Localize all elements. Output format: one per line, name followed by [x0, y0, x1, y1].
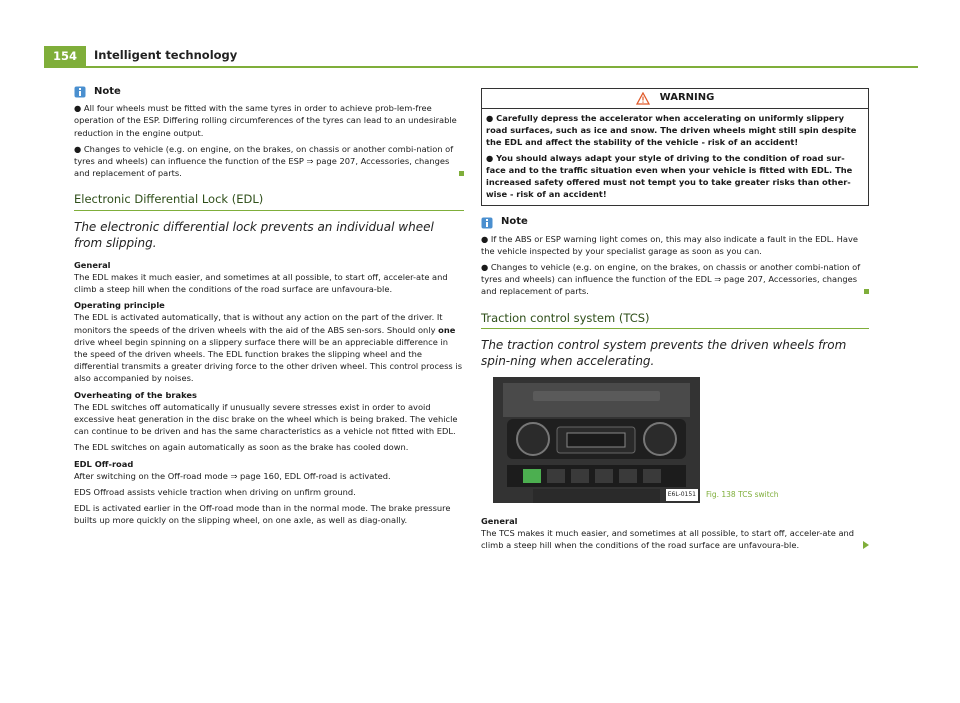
warning-item: ● You should always adapt your style of driving to the condition of road sur-face and to the traffic situation even when your vehicle is fitted with EDL. The increased safety offered must not tempt you to take greater risks than other-wise - risk of an accident!: [486, 152, 853, 200]
figure: [493, 377, 869, 503]
subhead-overheating: Overheating of the brakes: [74, 389, 197, 400]
note-item: ● If the ABS or ESP warning light comes on, this may also indicate a fault in the EDL. Have the vehicle inspected by your specialist garage as soon as you can.: [481, 233, 859, 256]
subhead-edl-offroad: EDL Off-road: [74, 458, 134, 469]
note-heading: [481, 216, 869, 228]
section-heading-tcs: Traction control system (TCS): [481, 312, 869, 329]
figure-code: E6L-0151: [666, 489, 698, 501]
general-text: The EDL makes it much easier, and sometimes at all possible, to start off, acceler-ate and climb a steep hill when the conditions of the road surface are unfavoura-ble.: [74, 271, 448, 295]
header-rule: [44, 66, 918, 68]
note-item: ● All four wheels must be fitted with the same tyres in order to achieve prob-lem-free operation of the ESP. Differing rolling circumferences of the tyres can lead to an undesirable reduction in the engine output.: [74, 103, 457, 138]
warning-item: ● Carefully depress the accelerator when accelerating on uniformly slippery road surfaces, such as ice and snow. The driven wheels might still spin despite the EDL and affect the stability of the vehicle - risk of an accident!: [486, 113, 857, 148]
warning-heading: [482, 89, 868, 109]
note-item: ● Changes to vehicle (e.g. on engine, on the brakes, on chassis or another combi-nation of tyres and wheels) can influence the function of the EDL ⇒ page 207, Accessories, changes and replacement of parts.: [481, 261, 869, 298]
right-column: [481, 88, 869, 555]
info-icon: [481, 217, 493, 229]
subhead-operating-principle: Operating principle: [74, 300, 165, 311]
subhead-general: General: [74, 259, 111, 270]
general-text: The TCS makes it much easier, and sometimes at all possible, to start off, acceler-ate and climb a steep hill when the conditions of the road surface are unfavoura-ble.: [481, 527, 869, 551]
offroad-assist-text: EDS Offroad assists vehicle traction when driving on unfirm ground.: [74, 487, 356, 498]
figure-image: [493, 377, 700, 503]
end-of-section-icon: [864, 289, 869, 294]
warning-box: [481, 88, 869, 206]
warning-title: WARNING: [659, 92, 715, 104]
note-item: ● Changes to vehicle (e.g. on engine, on the brakes, on chassis or another combi-nation of tyres and wheels) can influence the function of the ESP ⇒ page 207, Accessories, changes and replacement of parts.: [74, 143, 464, 180]
operating-text: The EDL is activated automatically, that is without any action on the part of the driver. It monitors the speeds of the driven wheels with the aid of the ABS sen-sors. Should only one drive wheel begin spinning on a slippery surface there will be an appreciable difference in the speed of the driven wheels. The EDL function brakes the slipping wheel and the differential transmits a greater driving force to the other driven wheel. This control process is also accompanied by noises.: [74, 312, 463, 384]
info-icon: [74, 86, 86, 98]
offroad-earlier-text: EDL is activated earlier in the Off-road mode than in the normal mode. The brake pressure builts up more quickly on the slipping wheel, on one axle, as well as diag-onally.: [74, 503, 451, 526]
note-title: Note: [501, 216, 528, 228]
end-of-section-icon: [459, 171, 464, 176]
offroad-text: After switching on the Off-road mode ⇒ page 160, EDL Off-road is activated.: [74, 470, 391, 481]
section-lead: The traction control system prevents the driven wheels from spin-ning when accelerating.: [481, 337, 847, 368]
switch-on-text: The EDL switches on again automatically as soon as the brake has cooled down.: [74, 442, 409, 453]
section-lead: The electronic differential lock prevents an individual wheel from slipping.: [74, 219, 434, 250]
section-heading-edl: Electronic Differential Lock (EDL): [74, 193, 464, 210]
running-title: Intelligent technology: [94, 48, 238, 62]
page-number: 154: [44, 46, 86, 66]
overheating-text: The EDL switches off automatically if unusually severe stresses exist in order to avoid excessive heat generation in the disc brake on the wheel which is being braked. The vehicle can continue to be driven and has the same characteristics as a vehicle not fitted with EDL.: [74, 401, 458, 437]
continue-arrow-icon: [863, 541, 869, 549]
subhead-general: General: [481, 515, 518, 526]
left-column: [74, 86, 464, 531]
warning-body: [482, 109, 868, 205]
figure-caption: Fig. 138 TCS switch: [706, 489, 779, 499]
note-heading: [74, 86, 464, 98]
note-title: Note: [94, 86, 121, 97]
dashboard-photo: [493, 377, 700, 503]
warning-triangle-icon: [636, 92, 650, 105]
